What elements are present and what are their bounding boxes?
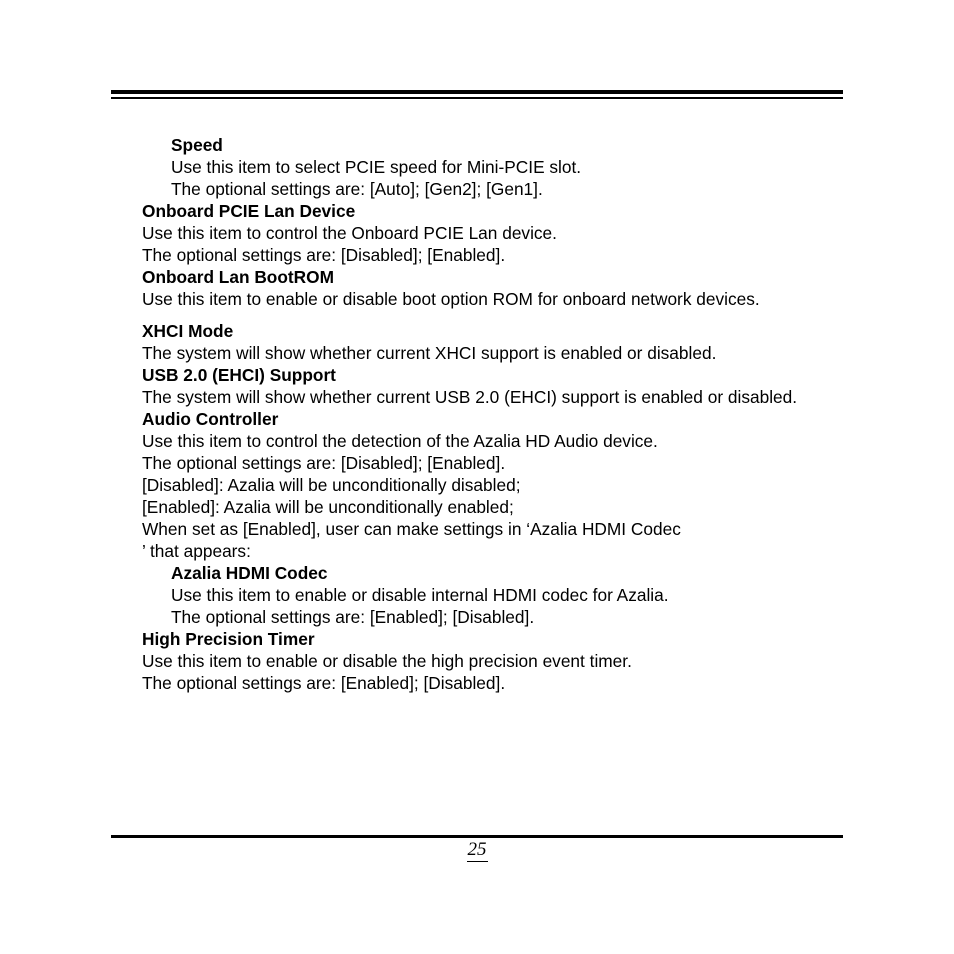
xhci-mode-description: The system will show whether current XHCI support is enabled or disabled. [142, 343, 717, 363]
audio-controller-description: Use this item to control the detection of the Azalia HD Audio device. [142, 431, 658, 451]
speed-options: The optional settings are: [Auto]; [Gen2]; [Gen1]. [171, 179, 543, 199]
xhci-mode-heading: XHCI Mode [142, 321, 234, 341]
audio-controller-disabled-note: [Disabled]: Azalia will be unconditionally disabled; [142, 475, 521, 495]
onboard-lan-bootrom-description: Use this item to enable or disable boot option ROM for onboard network devices. [142, 289, 760, 309]
page-number-text: 25 [467, 839, 487, 860]
high-precision-timer-description: Use this item to enable or disable the high precision event timer. [142, 651, 632, 671]
audio-controller-when-set-line2: ’ that appears: [142, 541, 251, 561]
onboard-lan-bootrom-heading: Onboard Lan BootROM [142, 267, 334, 287]
page-content [142, 134, 841, 694]
high-precision-timer-heading: High Precision Timer [142, 629, 315, 649]
azalia-hdmi-codec-options: The optional settings are: [Enabled]; [Disabled]. [171, 607, 535, 627]
azalia-hdmi-codec-description: Use this item to enable or disable internal HDMI codec for Azalia. [171, 585, 669, 605]
usb20-support-heading: USB 2.0 (EHCI) Support [142, 365, 336, 385]
usb20-support-description: The system will show whether current USB 2.0 (EHCI) support is enabled or disabled. [142, 387, 798, 407]
audio-controller-when-set-line1: When set as [Enabled], user can make settings in ‘Azalia HDMI Codec [142, 519, 681, 539]
header-rule-thin [111, 97, 843, 99]
audio-controller-enabled-note: [Enabled]: Azalia will be unconditionally enabled; [142, 497, 514, 517]
speed-heading: Speed [171, 135, 223, 155]
footer-rule [111, 835, 843, 838]
audio-controller-options: The optional settings are: [Disabled]; [Enabled]. [142, 453, 506, 473]
azalia-hdmi-codec-heading: Azalia HDMI Codec [171, 563, 328, 583]
speed-description: Use this item to select PCIE speed for Mini-PCIE slot. [171, 157, 582, 177]
audio-controller-heading: Audio Controller [142, 409, 279, 429]
onboard-pcie-lan-heading: Onboard PCIE Lan Device [142, 201, 356, 221]
header-rule-thick [111, 90, 843, 94]
onboard-pcie-lan-options: The optional settings are: [Disabled]; [Enabled]. [142, 245, 506, 265]
high-precision-timer-options: The optional settings are: [Enabled]; [Disabled]. [142, 673, 506, 693]
section-gap [142, 310, 841, 320]
onboard-pcie-lan-description: Use this item to control the Onboard PCIE Lan device. [142, 223, 557, 243]
page-number [0, 839, 954, 862]
